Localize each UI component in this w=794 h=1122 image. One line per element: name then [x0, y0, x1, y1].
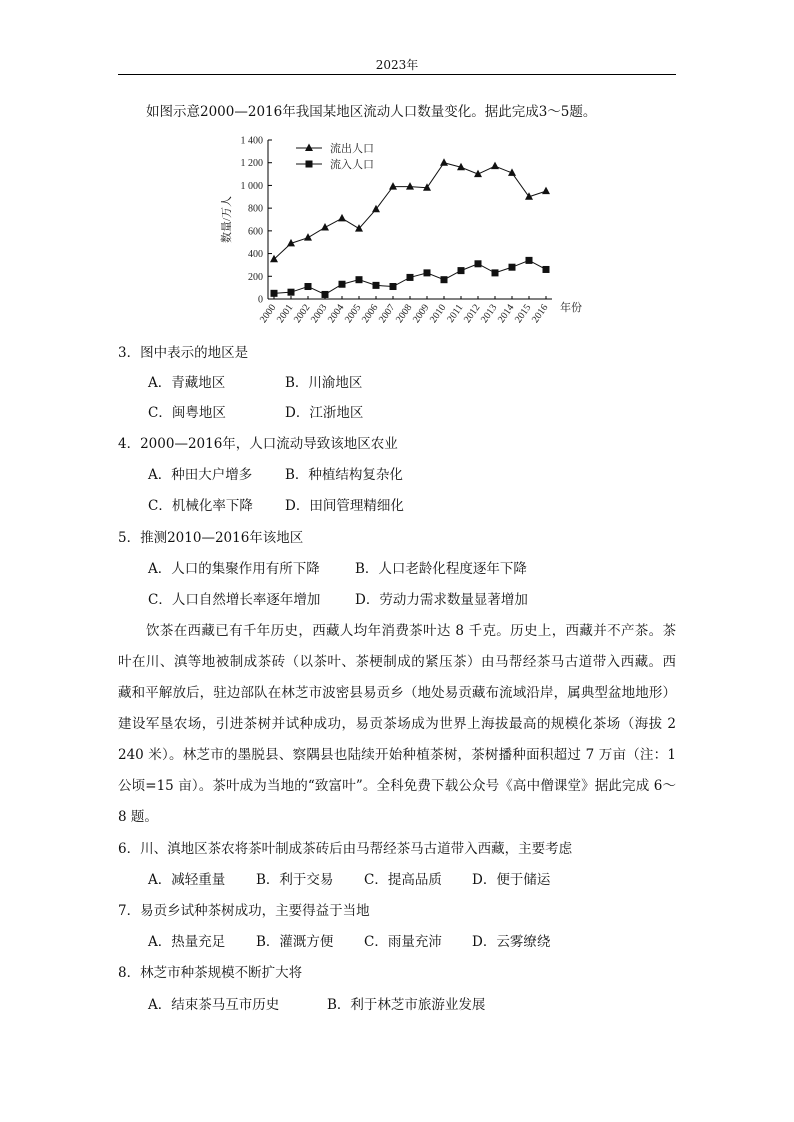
question-7-option-a: A．热量充足 [148, 934, 226, 950]
y-axis-label: 数量/万人 [221, 195, 233, 244]
data-point-inflow [543, 266, 550, 273]
question-4-option-c: C．机械化率下降 [148, 498, 253, 514]
data-point-inflow [441, 276, 448, 283]
data-point-inflow [475, 260, 482, 267]
data-point-inflow [407, 274, 414, 281]
question-6-option-d: D．便于储运 [472, 872, 551, 888]
data-point-inflow [339, 281, 346, 288]
question-5-option-d: D．劳动力需求数量显著增加 [355, 592, 528, 608]
data-point-outflow [542, 187, 550, 195]
x-axis-label: 年份 [560, 302, 582, 314]
question-5-option-a: A．人口的集聚作用有所下降 [148, 561, 320, 577]
header-divider [118, 74, 676, 75]
intro-text: 如图示意2000—2016年我国某地区流动人口数量变化。据此完成3～5题。 [146, 104, 597, 120]
data-point-outflow [389, 182, 397, 190]
passage-line: 8 题。 [118, 809, 158, 825]
data-point-inflow [356, 276, 363, 283]
question-4-stem: 4．2000—2016年，人口流动导致该地区农业 [118, 436, 398, 452]
x-tick-label: 2010 [427, 302, 449, 326]
legend-marker [305, 144, 313, 152]
legend-label: 流出人口 [330, 143, 374, 155]
passage-line: 公顷=15 亩）。茶叶成为当地的“致富叶”。全科免费下载公众号《高中僧课堂》据此完成 6～ [118, 778, 676, 794]
x-tick-label: 2014 [495, 302, 517, 326]
x-tick-label: 2008 [393, 302, 415, 326]
question-3-option-b: B．川渝地区 [285, 375, 363, 391]
question-3-stem: 3．图中表示的地区是 [118, 345, 249, 361]
data-point-inflow [373, 282, 380, 289]
passage-line: 叶在川、滇等地被制成茶砖（以茶叶、茶梗制成的紧压茶）由马帮经茶马古道带入西藏。西 [118, 654, 676, 670]
x-tick-label: 2001 [274, 302, 296, 326]
y-tick-label: 600 [248, 226, 263, 238]
question-4-option-b: B．种植结构复杂化 [285, 467, 403, 483]
question-7-stem: 7．易贡乡试种茶树成功，主要得益于当地 [118, 903, 370, 919]
passage-line: 藏和平解放后，驻边部队在林芝市波密县易贡乡（地处易贡藏布流域沿岸，属典型盆地地形） [118, 685, 676, 701]
x-tick-label: 2009 [410, 302, 432, 326]
data-point-outflow [304, 233, 312, 241]
y-tick-label: 200 [248, 271, 263, 283]
data-point-inflow [288, 289, 295, 296]
passage-line: 饮茶在西藏已有千年历史，西藏人均年消费茶叶达 8 千克。历史上，西藏并不产茶。茶 [146, 623, 676, 639]
data-point-inflow [271, 290, 278, 297]
y-tick-label: 1 200 [240, 158, 263, 170]
data-point-outflow [406, 182, 414, 190]
data-point-outflow [338, 214, 346, 222]
question-3-option-a: A．青藏地区 [148, 375, 226, 391]
x-tick-label: 2015 [512, 302, 534, 326]
data-point-outflow [270, 255, 278, 263]
x-tick-label: 2016 [529, 302, 551, 326]
legend-label: 流入人口 [330, 159, 374, 171]
question-7-option-c: C．雨量充沛 [364, 934, 442, 950]
series-line-1 [274, 163, 546, 260]
data-point-outflow [321, 223, 329, 231]
data-point-inflow [322, 291, 329, 298]
question-5-stem: 5．推测2010—2016年该地区 [118, 530, 304, 546]
data-point-inflow [305, 283, 312, 290]
data-point-outflow [491, 162, 499, 170]
x-tick-label: 2003 [308, 302, 330, 326]
question-5-option-c: C．人口自然增长率逐年增加 [148, 592, 321, 608]
question-8-stem: 8．林芝市种茶规模不断扩大将 [118, 965, 303, 981]
y-tick-label: 0 [258, 294, 263, 306]
data-point-inflow [492, 269, 499, 276]
passage-line: 240 米）。林芝市的墨脱县、察隅县也陆续开始种植茶树，茶树播种面积超过 7 万亩（注：1 [118, 747, 676, 763]
data-point-inflow [526, 257, 533, 264]
x-tick-label: 2007 [376, 302, 398, 326]
x-tick-label: 2013 [478, 302, 500, 326]
question-6-option-a: A．减轻重量 [148, 872, 226, 888]
x-tick-label: 2011 [445, 302, 466, 325]
data-point-outflow [440, 158, 448, 166]
y-tick-label: 800 [248, 203, 263, 215]
data-point-inflow [390, 283, 397, 290]
x-tick-label: 2012 [461, 302, 483, 326]
question-7-option-d: D．云雾缭绕 [472, 934, 551, 950]
question-6-option-b: B．利于交易 [256, 872, 334, 888]
data-point-inflow [424, 269, 431, 276]
x-tick-label: 2005 [342, 302, 364, 326]
page-header: 2023年 [375, 58, 419, 72]
question-6-stem: 6．川、滇地区茶农将茶叶制成茶砖后由马帮经茶马古道带入西藏，主要考虑 [118, 841, 573, 857]
question-6-option-c: C．提高品质 [364, 872, 442, 888]
legend-marker [306, 161, 313, 168]
x-tick-label: 2000 [257, 302, 279, 326]
question-4-option-d: D．田间管理精细化 [285, 498, 404, 514]
passage-line: 建设军垦农场，引进茶树并试种成功，易贡茶场成为世界上海拔最高的规模化茶场（海拔 2 [118, 716, 676, 732]
y-tick-label: 1 000 [240, 180, 263, 192]
question-3-option-c: C．闽粤地区 [148, 405, 226, 421]
question-4-option-a: A．种田大户增多 [148, 467, 253, 483]
y-tick-label: 1 400 [240, 135, 263, 147]
data-point-inflow [509, 264, 516, 271]
population-flow-chart [210, 128, 590, 328]
y-tick-label: 400 [248, 249, 263, 261]
question-8-option-a: A．结束茶马互市历史 [148, 997, 280, 1013]
x-tick-label: 2002 [291, 302, 313, 326]
x-tick-label: 2004 [325, 302, 347, 326]
data-point-inflow [458, 267, 465, 274]
question-3-option-d: D．江浙地区 [285, 405, 364, 421]
question-8-option-b: B．利于林芝市旅游业发展 [327, 997, 486, 1013]
x-tick-label: 2006 [359, 302, 381, 326]
question-7-option-b: B．灌溉方便 [256, 934, 334, 950]
question-5-option-b: B．人口老龄化程度逐年下降 [355, 561, 527, 577]
